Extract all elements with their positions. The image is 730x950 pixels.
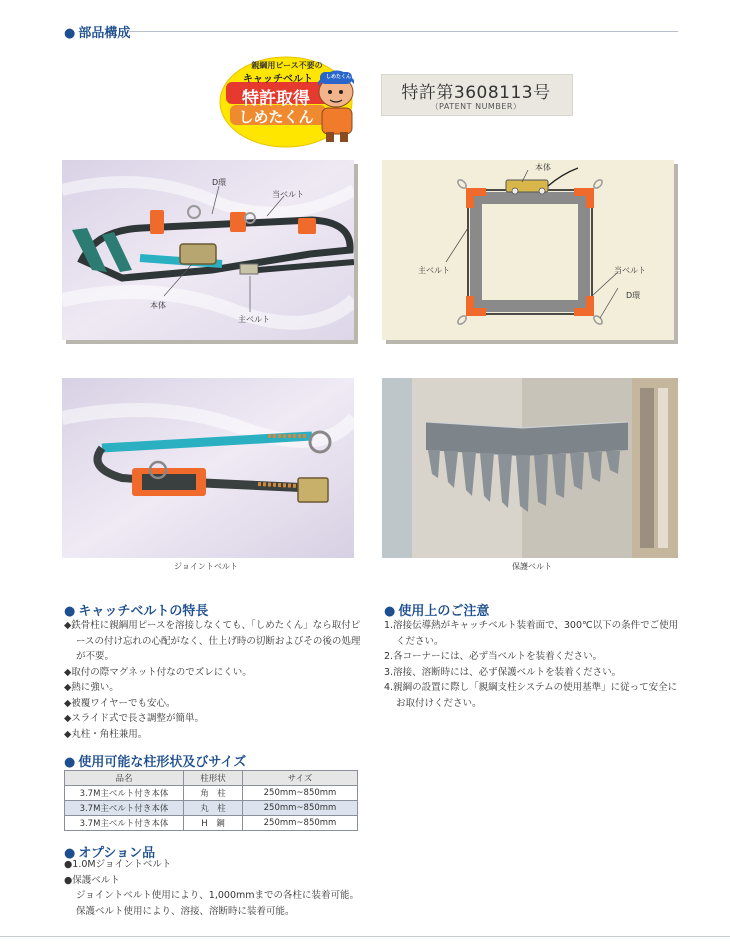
bullet-icon: ● (64, 846, 76, 861)
table-header-row (65, 771, 358, 786)
patent-subtitle: （PATENT NUMBER） (430, 102, 522, 111)
sizes-table (64, 770, 358, 831)
badge-line2: キャッチベルト (243, 74, 313, 85)
installation-diagram (382, 160, 674, 340)
table-row (65, 786, 358, 801)
bullet-icon: ● (64, 755, 76, 770)
badge-line4: しめたくん (238, 108, 314, 126)
table-header-cell: 柱形状 (184, 771, 243, 786)
feature-line: ースの付け忘れの心配がなく、仕上げ時の切断およびその後の処理 (76, 635, 361, 647)
joint-belt-photo (62, 378, 354, 558)
cautions-list (384, 618, 684, 711)
caption-protective-belt: 保護ベルト (512, 562, 552, 571)
features-list (64, 618, 364, 742)
caution-line: 3.溶接、溶断時には、必ず保護ベルトを装着ください。 (384, 666, 622, 678)
option-note: ジョイントベルト使用により、1,000mmまでの各柱に装着可能。 (76, 890, 360, 901)
patent-number: 特許第3608113号 (401, 83, 551, 103)
feature-line: ◆被覆ワイヤーでも安心。 (64, 697, 176, 709)
section-title-sizes: ● 使用可能な柱形状及びサイズ (64, 755, 247, 770)
options-list (64, 857, 404, 919)
catch-belt-photo (62, 160, 354, 340)
label-pad-belt: 当ベルト (272, 190, 304, 199)
table-cell: 3.7M主ベルト付き本体 (65, 786, 184, 801)
table-cell: 250mm~850mm (243, 801, 358, 816)
table-header-cell: サイズ (243, 771, 358, 786)
bullet-icon: ● (64, 604, 76, 619)
header-rule (128, 31, 678, 32)
caution-line: 4.親綱の設置に際し「親綱支柱システムの使用基準」に従って安全に (384, 682, 678, 693)
feature-line: ◆取付の際マグネット付なのでズレにくい。 (64, 666, 252, 678)
table-cell: 丸 柱 (184, 801, 243, 816)
diagram-label-pad-belt: 当ベルト (614, 266, 646, 275)
table-cell: 250mm~850mm (243, 816, 358, 831)
section-title-features: ● キャッチベルトの特長 (64, 604, 209, 619)
label-body: 本体 (150, 301, 166, 310)
caution-line: 1.溶接伝導熱がキャッチベルト装着面で、300℃以下の条件でご使用 (384, 620, 679, 631)
footer-rule (0, 936, 730, 937)
protective-belt-photo (382, 378, 678, 558)
table-cell: 3.7M主ベルト付き本体 (65, 801, 184, 816)
option-item: ●保護ベルト (64, 874, 120, 886)
feature-line: ◆熱に強い。 (64, 682, 119, 693)
table-row (65, 801, 358, 816)
feature-line: ◆丸柱・角柱兼用。 (64, 728, 148, 740)
diagram-label-body: 本体 (535, 163, 551, 172)
caution-line: 2.各コーナーには、必ず当ベルトを装着ください。 (384, 651, 603, 662)
feature-line: が不要。 (76, 651, 115, 662)
mascot-cap-text: しめたくん (326, 74, 352, 80)
caution-line: ください。 (396, 635, 444, 647)
bullet-icon: ● (384, 604, 396, 619)
label-main-belt: 主ベルト (238, 315, 270, 324)
bullet-icon: ● (64, 26, 76, 41)
table-cell: 250mm~850mm (243, 786, 358, 801)
section-title-components: ● 部品構成 (64, 26, 131, 41)
table-cell: H 鋼 (184, 816, 243, 831)
option-note: 保護ベルト使用により、溶接、溶断時に装着可能。 (76, 905, 295, 917)
table-row (65, 816, 358, 831)
option-item: ●1.0Mジョイントベルト (64, 859, 172, 870)
badge-line3: 特許取得 (242, 89, 310, 109)
label-d-ring: D環 (212, 178, 227, 187)
section-title-cautions: ● 使用上のご注意 (384, 604, 490, 619)
feature-line: ◆スライド式で長さ調整が簡単。 (64, 713, 205, 724)
badge-line1: 親綱用ピース不要の (251, 61, 323, 70)
table-cell: 3.7M主ベルト付き本体 (65, 816, 184, 831)
table-cell: 角 柱 (184, 786, 243, 801)
caption-joint-belt: ジョイントベルト (174, 562, 238, 571)
caution-line: お取付けください。 (396, 697, 482, 709)
feature-line: ◆鉄骨柱に親綱用ピースを溶接しなくても、「しめたくん」なら取付ピ (64, 620, 361, 631)
table-header-cell: 品名 (65, 771, 184, 786)
section-title-options: ● オプション品 (64, 846, 156, 861)
diagram-label-main-belt: 主ベルト (418, 266, 450, 275)
diagram-label-d-ring: D環 (626, 291, 641, 300)
